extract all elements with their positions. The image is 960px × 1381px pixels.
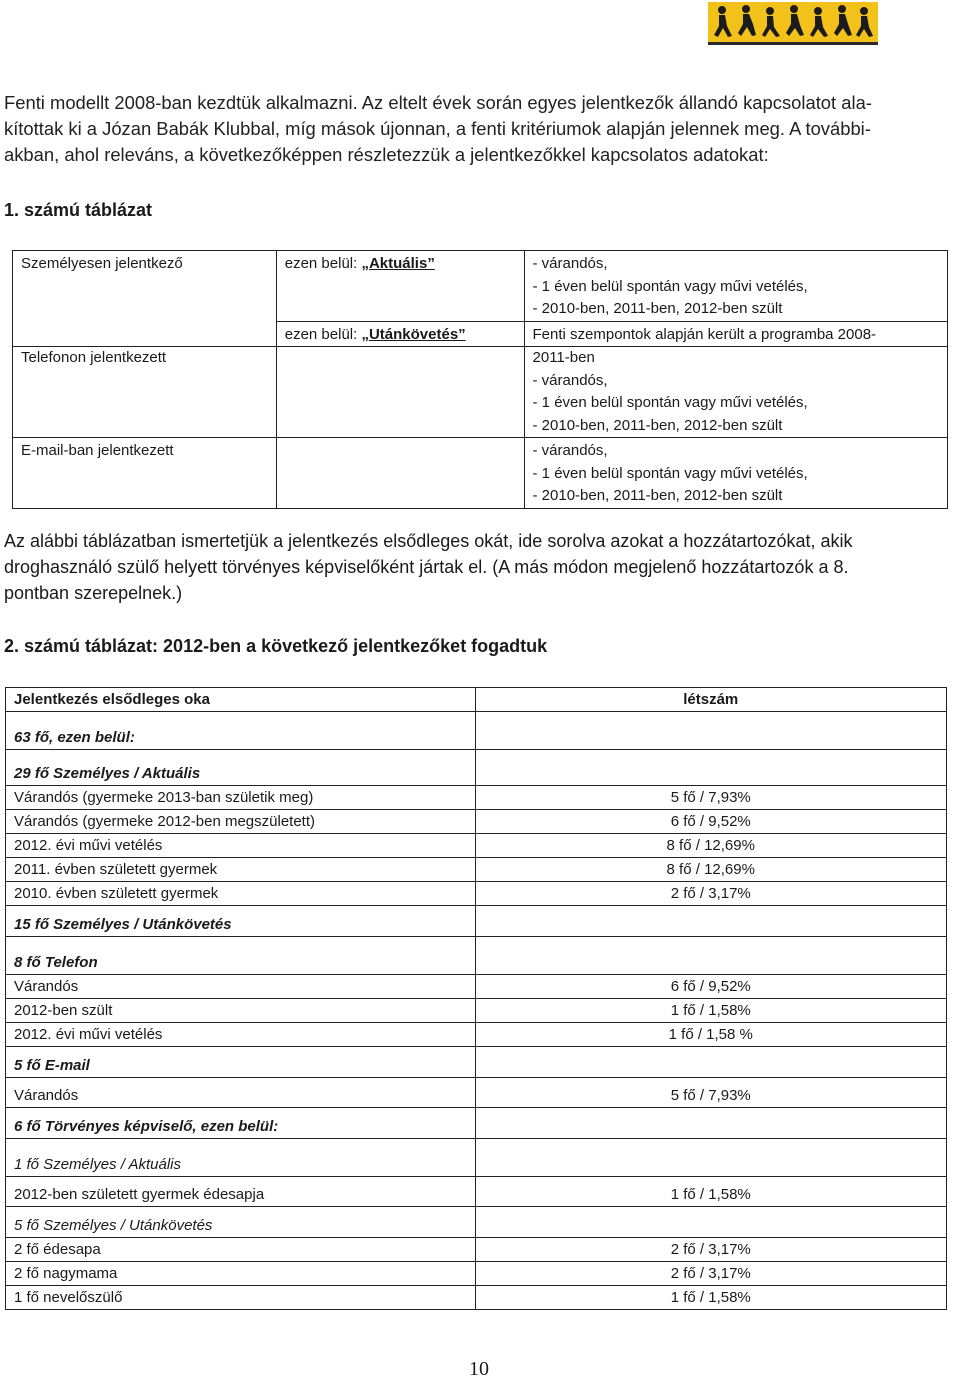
row-label: 1 fő Személyes / Aktuális (6, 1139, 476, 1177)
row-count: 1 fő / 1,58% (475, 1286, 946, 1310)
row-count: 2 fő / 3,17% (475, 1238, 946, 1262)
table-row (13, 347, 948, 438)
row-label: 2012. évi művi vetélés (6, 834, 476, 858)
aktualis-label: „Aktuális” (361, 255, 435, 272)
criteria-line: - 1 éven belül spontán vagy művi vetélés, (532, 464, 808, 482)
email-label: E-mail-ban jelentkezett (21, 442, 174, 459)
row-label: 15 fő Személyes / Utánkövetés (6, 906, 476, 937)
row-label: 5 fő E-mail (6, 1047, 476, 1078)
row-label: 29 fő Személyes / Aktuális (6, 750, 476, 786)
table-row (6, 1177, 947, 1207)
table-header-row (6, 688, 947, 712)
row-label: 5 fő Személyes / Utánkövetés (6, 1207, 476, 1238)
dancing-figures-logo-icon (708, 2, 878, 42)
table-row (6, 810, 947, 834)
table-row (6, 1047, 947, 1078)
row-label: 8 fő Telefon (6, 937, 476, 975)
row-label: 2012-ben született gyermek édesapja (6, 1177, 476, 1207)
table-row (6, 975, 947, 999)
row-count (475, 1207, 946, 1238)
table-row (6, 999, 947, 1023)
table-row (13, 438, 948, 509)
row-count (475, 906, 946, 937)
table-row (6, 1286, 947, 1310)
row-count: 1 fő / 1,58% (475, 1177, 946, 1207)
description-paragraph (4, 528, 959, 606)
criteria-line: - 1 éven belül spontán vagy művi vetélés, (532, 277, 808, 295)
criteria-line: - várandós, (532, 442, 608, 459)
row-label: 2012-ben szült (6, 999, 476, 1023)
row-count: 8 fő / 12,69% (475, 858, 946, 882)
table-cell (524, 251, 947, 322)
table-row (6, 882, 947, 906)
criteria-line: - 2010-ben, 2011-ben, 2012-ben szült (532, 300, 783, 317)
row-count (475, 937, 946, 975)
row-count: 2 fő / 3,17% (475, 1262, 946, 1286)
table-cell (13, 321, 277, 347)
header-count: létszám (475, 688, 946, 712)
intro-line: Fenti modellt 2008-ban kezdtük alkalmazni. Az eltelt évek során egyes jelentkezők állandó kapcsolatot ala- (4, 92, 872, 113)
intro-line: kítottak ki a Józan Babák Klubbal, míg mások újonnan, a fenti kritériumok alapján jelennek meg. A további- (4, 118, 871, 139)
table-row (6, 1023, 947, 1047)
row-count (475, 750, 946, 786)
row-count: 1 fő / 1,58 % (475, 1023, 946, 1047)
table-row (6, 1108, 947, 1139)
utankovetes-label: „Utánkövetés” (361, 325, 466, 343)
table-row (6, 937, 947, 975)
table-row (6, 712, 947, 750)
table2-title: 2. számú táblázat: 2012-ben a következő jelentkezőket fogadtuk (4, 636, 548, 656)
table1 (12, 250, 948, 509)
row-count: 5 fő / 7,93% (475, 786, 946, 810)
criteria-line: - 2010-ben, 2011-ben, 2012-ben szült (532, 487, 783, 504)
paragraph-line: pontban szerepelnek.) (4, 583, 183, 603)
table-row (6, 750, 947, 786)
table2 (5, 687, 947, 1310)
row-label: Várandós (gyermeke 2012-ben megszületett) (6, 810, 476, 834)
row-label: Várandós (6, 1078, 476, 1108)
table-cell (276, 347, 524, 438)
paragraph-line: Az alábbi táblázatban ismertetjük a jelentkezés elsődleges okát, ide sorolva azokat a hozzátartozókat, akik (4, 531, 853, 551)
row-label: Várandós (6, 975, 476, 999)
row-label: 6 fő Törvényes képviselő, ezen belül: (6, 1108, 476, 1139)
table-row (6, 1139, 947, 1177)
row-label: Várandós (gyermeke 2013-ban születik meg) (6, 786, 476, 810)
table-row (6, 834, 947, 858)
personal-label: Személyesen jelentkező (21, 255, 183, 272)
criteria-line: - 2010-ben, 2011-ben, 2012-ben szült (532, 416, 783, 434)
followup-line: 2011-ben (532, 349, 595, 366)
table-row (6, 1238, 947, 1262)
table-cell (524, 347, 947, 438)
row-label: 63 fő, ezen belül: (6, 712, 476, 750)
table-cell (276, 438, 524, 509)
criteria-line: - 1 éven belül spontán vagy művi vetélés, (532, 394, 808, 411)
page-number: 10 (469, 1358, 489, 1380)
within-prefix: ezen belül: (284, 255, 362, 272)
row-count (475, 1139, 946, 1177)
table-cell (13, 347, 277, 438)
row-label: 1 fő nevelőszülő (6, 1286, 476, 1310)
table-cell (276, 251, 524, 322)
row-count (475, 712, 946, 750)
row-count: 8 fő / 12,69% (475, 834, 946, 858)
criteria-line: - várandós, (532, 255, 608, 272)
row-label: 2012. évi művi vetélés (6, 1023, 476, 1047)
table1-title: 1. számú táblázat (4, 200, 153, 220)
followup-line: Fenti szempontok alapján került a programba 2008- (532, 325, 877, 343)
within-prefix: ezen belül: (284, 325, 362, 343)
table-cell (13, 251, 277, 322)
row-count (475, 1108, 946, 1139)
table-row (13, 321, 948, 347)
table-cell (524, 438, 947, 509)
table-cell (524, 321, 947, 347)
row-count: 6 fő / 9,52% (475, 810, 946, 834)
table-row (6, 1262, 947, 1286)
table-row (6, 1078, 947, 1108)
intro-paragraph (4, 90, 954, 168)
table-row (6, 906, 947, 937)
phone-label: Telefonon jelentkezett (21, 349, 167, 366)
table-row (6, 1207, 947, 1238)
row-count: 6 fő / 9,52% (475, 975, 946, 999)
row-label: 2 fő édesapa (6, 1238, 476, 1262)
criteria-line: - várandós, (532, 371, 608, 389)
paragraph-line: droghasználó szülő helyett törvényes képviselőként jártak el. (A más módon megjelenő hozzátartozók a 8. (4, 557, 849, 577)
organization-logo (708, 2, 878, 45)
intro-line: akban, ahol releváns, a következőképpen részletezzük a jelentkezőkkel kapcsolatos adatokat: (4, 144, 769, 165)
row-count: 2 fő / 3,17% (475, 882, 946, 906)
row-count (475, 1047, 946, 1078)
table-row (6, 786, 947, 810)
header-reason: Jelentkezés elsődleges oka (6, 688, 476, 712)
row-label: 2 fő nagymama (6, 1262, 476, 1286)
row-label: 2011. évben született gyermek (6, 858, 476, 882)
table-row (6, 858, 947, 882)
row-label: 2010. évben született gyermek (6, 882, 476, 906)
row-count: 5 fő / 7,93% (475, 1078, 946, 1108)
table-row (13, 251, 948, 322)
row-count: 1 fő / 1,58% (475, 999, 946, 1023)
table-cell (13, 438, 277, 509)
table-cell (276, 321, 524, 347)
